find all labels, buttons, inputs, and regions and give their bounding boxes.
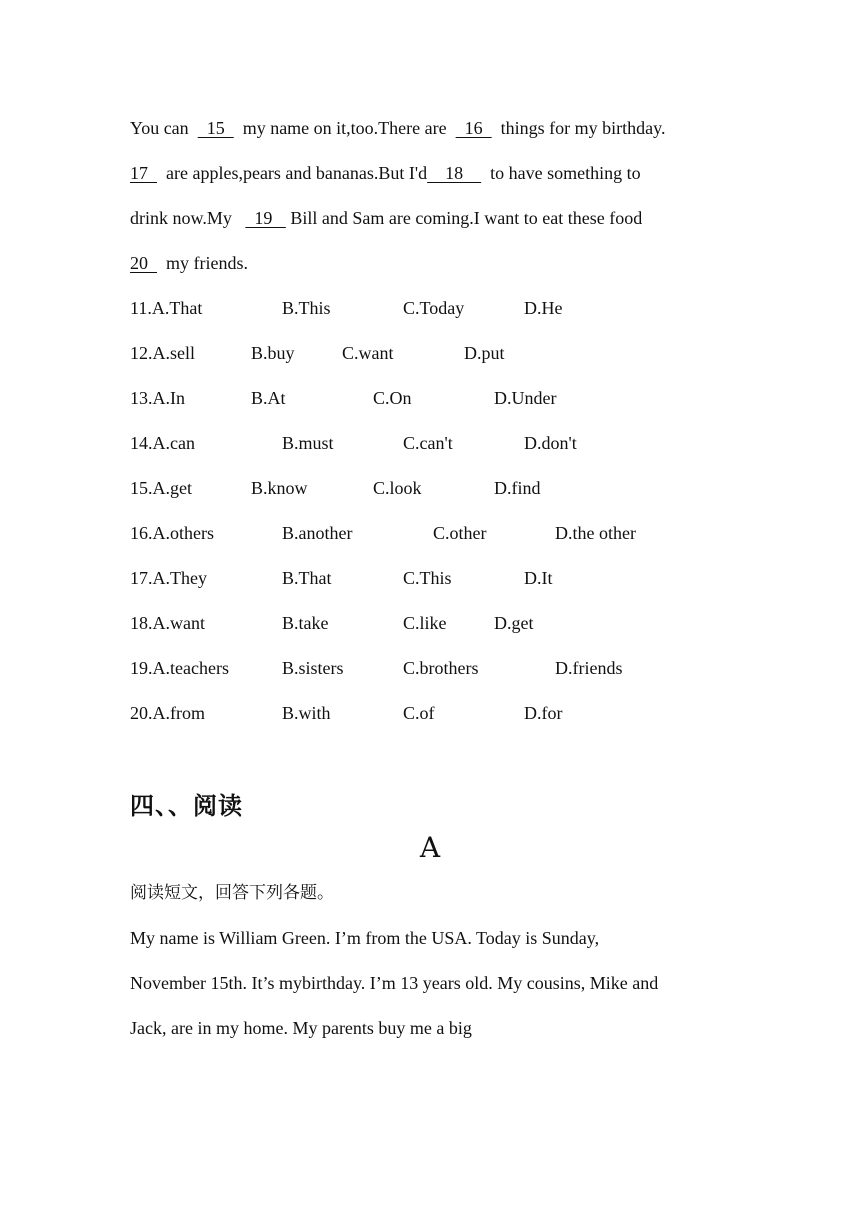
option-a: 13.A.In: [130, 388, 185, 408]
cloze-text: You can: [130, 118, 198, 138]
option-d: D.get: [494, 613, 534, 633]
passage-line: November 15th. It’s mybirthday. I’m 13 years old. My cousins, Mike and: [130, 973, 659, 993]
option-c: C.want: [342, 343, 394, 363]
option-c: C.of: [403, 703, 435, 723]
blank-17: 17: [130, 163, 157, 183]
option-a: 17.A.They: [130, 568, 207, 588]
cloze-text: things for my birthday.: [491, 118, 666, 138]
option-d: D.find: [494, 478, 541, 498]
option-d: D.the other: [555, 523, 636, 543]
cloze-line-2: [130, 161, 641, 185]
option-d: D.put: [464, 343, 505, 363]
blank-15: 15: [197, 118, 234, 138]
option-b: B.sisters: [282, 658, 344, 678]
option-b: B.At: [251, 388, 286, 408]
option-c: C.brothers: [403, 658, 479, 678]
option-c: C.other: [433, 523, 487, 543]
option-d: D.friends: [555, 658, 623, 678]
cloze-line-1: [130, 116, 665, 140]
option-b: B.with: [282, 703, 331, 723]
option-c: C.On: [373, 388, 412, 408]
instruction-text: 阅读短文，回答下列各题。: [130, 883, 334, 903]
option-c: C.like: [403, 613, 447, 633]
option-b: B.buy: [251, 343, 295, 363]
cloze-text: are apples,pears and bananas.But I'd: [157, 163, 428, 183]
cloze-text: Bill and Sam are coming.I want to eat these food: [285, 208, 643, 228]
cloze-text: drink now.My: [130, 208, 246, 228]
option-a: 18.A.want: [130, 613, 205, 633]
section-heading: 四、、阅读: [130, 792, 243, 820]
option-a: 19.A.teachers: [130, 658, 229, 678]
blank-20: 20: [130, 253, 157, 273]
option-d: D.Under: [494, 388, 557, 408]
option-c: C.look: [373, 478, 422, 498]
cloze-text: to have something to: [481, 163, 641, 183]
option-c: C.This: [403, 568, 452, 588]
blank-16: 16: [455, 118, 492, 138]
cloze-text: my name on it,too.There are: [233, 118, 456, 138]
cloze-line-3: [130, 206, 642, 230]
option-a: 14.A.can: [130, 433, 195, 453]
option-a: 20.A.from: [130, 703, 205, 723]
part-label: A: [419, 831, 441, 864]
blank-18: 18: [427, 163, 482, 183]
blank-19: 19: [245, 208, 286, 228]
option-b: B.must: [282, 433, 334, 453]
option-b: B.This: [282, 298, 331, 318]
option-d: D.He: [524, 298, 563, 318]
option-a: 12.A.sell: [130, 343, 195, 363]
cloze-line-4: [130, 251, 248, 275]
option-d: D.don't: [524, 433, 577, 453]
option-b: B.That: [282, 568, 332, 588]
option-b: B.another: [282, 523, 353, 543]
passage-line: My name is William Green. I’m from the USA. Today is Sunday,: [130, 928, 600, 948]
option-a: 15.A.get: [130, 478, 192, 498]
option-d: D.It: [524, 568, 553, 588]
option-c: C.can't: [403, 433, 453, 453]
option-a: 16.A.others: [130, 523, 214, 543]
option-b: B.know: [251, 478, 308, 498]
option-c: C.Today: [403, 298, 465, 318]
option-b: B.take: [282, 613, 329, 633]
passage-line: Jack, are in my home. My parents buy me a big: [130, 1018, 472, 1038]
cloze-text: my friends.: [157, 253, 248, 273]
option-d: D.for: [524, 703, 563, 723]
option-a: 11.A.That: [130, 298, 203, 318]
